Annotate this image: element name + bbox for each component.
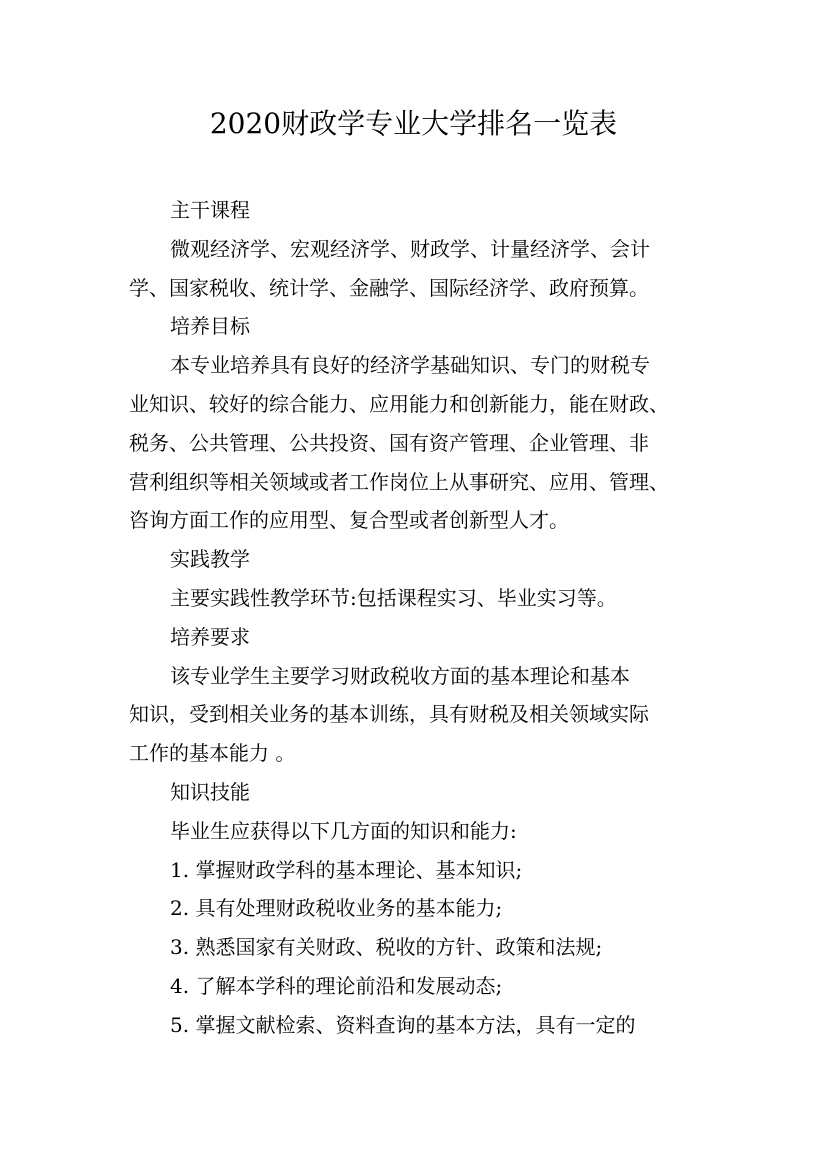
document-title: 2020财政学专业大学排名一览表 (209, 107, 618, 140)
section-heading-training-requirements: 培养要求 (170, 624, 250, 649)
paragraph-line: 毕业生应获得以下几方面的知识和能力: (170, 818, 517, 843)
list-item: 2. 具有处理财政税收业务的基本能力; (170, 896, 503, 921)
paragraph-line: 税务、公共管理、公共投资、国有资产管理、企业管理、非 (129, 430, 649, 455)
paragraph-line: 工作的基本能力 。 (129, 741, 296, 766)
paragraph-line: 知识，受到相关业务的基本训练，具有财税及相关领域实际 (129, 702, 649, 727)
list-item: 1. 掌握财政学科的基本理论、基本知识; (170, 857, 523, 882)
paragraph-line: 业知识、较好的综合能力、应用能力和创新能力，能在财政、 (129, 391, 669, 416)
paragraph-line: 咨询方面工作的应用型、复合型或者创新型人才。 (129, 508, 569, 533)
section-heading-main-courses: 主干课程 (170, 198, 250, 222)
paragraph-line: 该专业学生主要学习财政税收方面的基本理论和基本 (170, 663, 630, 688)
list-item: 3. 熟悉国家有关财政、税收的方针、政策和法规; (170, 935, 603, 960)
paragraph-line: 学、国家税收、统计学、金融学、国际经济学、政府预算。 (129, 275, 649, 300)
paragraph-line: 营利组织等相关领域或者工作岗位上从事研究、应用、管理、 (129, 469, 669, 494)
paragraph-line: 本专业培养具有良好的经济学基础知识、专门的财税专 (170, 353, 650, 378)
list-item: 5. 掌握文献检索、资料查询的基本方法，具有一定的 (170, 1012, 636, 1037)
document-body (129, 191, 719, 1045)
section-heading-training-goal: 培养目标 (170, 314, 250, 339)
section-heading-practice-teaching: 实践教学 (170, 547, 250, 572)
paragraph-line: 微观经济学、宏观经济学、财政学、计量经济学、会计 (170, 236, 650, 261)
list-item: 4. 了解本学科的理论前沿和发展动态; (170, 973, 503, 998)
paragraph-line: 主要实践性教学环节:包括课程实习、毕业实习等。 (170, 585, 617, 610)
section-heading-knowledge-skills: 知识技能 (170, 779, 250, 804)
